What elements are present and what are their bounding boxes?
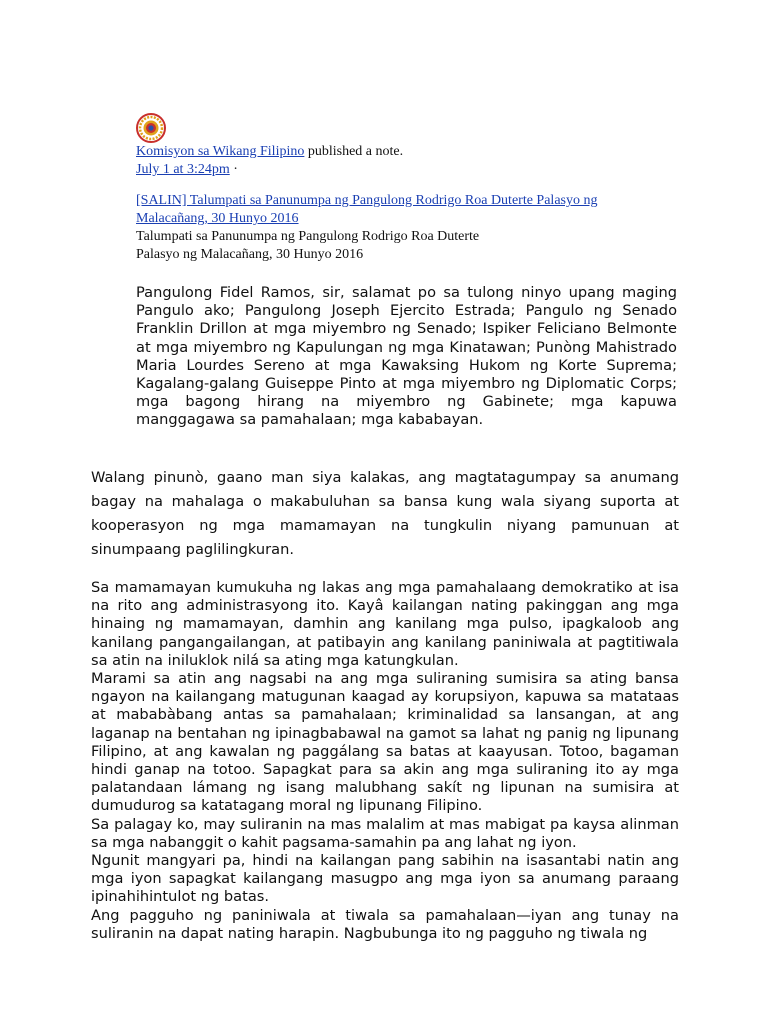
speech-body: [91, 466, 679, 943]
speech-paragraph: Ang pagguho ng paniniwala at tiwala sa pamahalaan—iyan ang tunay na suliranin na dapat nating harapin. Nagbubunga ito ng pagguho ng tiwala ng: [91, 906, 679, 942]
speech-paragraph: Marami sa atin ang nagsabi na ang mga suliraning sumisira sa ating bansa ngayon na kailangang matugunan kaagad ay korupsiyon, kapuwa sa matataas at mababàbang antas sa pamahalaan; kriminalidad sa lansangan, at ang laganap na bentahan ng ipinagbabawal na gamot sa lahat ng panig ng lipunang Filipino, at ang kawalan ng paggálang sa batas at kaayusan. Totoo, bagaman hindi ganap na totoo. Sapagkat para sa akin ang mga suliraning ito ay mga palatandaan lámang ng isang malubhang sakít ng lipunan na sumisira at dumudurog sa katatagang moral ng lipunang Filipino.: [91, 670, 679, 815]
speech-title: Talumpati sa Panunumpa ng Pangulong Rodrigo Roa Duterte: [136, 229, 480, 244]
post-date-suffix: ·: [229, 162, 238, 177]
post-date-line: [136, 161, 696, 179]
speech-paragraph: Ngunit mangyari pa, hindi na kailangan pang sabihin na isasantabi natin ang mga iyon sapagkat kailangang masugpo ang mga iyon sa anumang paraang ipinahihintulot ng batas.: [91, 852, 679, 906]
note-title-link[interactable]: [SALIN] Talumpati sa Panunumpa ng Pangulong Rodrigo Roa Duterte Palasyo ng Malacañang, 30 Hunyo 2016: [136, 193, 598, 226]
speech-paragraph: Walang pinunò, gaano man siya kalakas, ang magtatagumpay sa anumang bagay na mahalaga o makabuluhan sa bansa kung wala siyang suporta at kooperasyon ng mga mamamayan na tungkulin niyang pamunuan at sinumpaang paglilingkuran.: [91, 469, 679, 558]
speech-venue-date: Palasyo ng Malacañang, 30 Hunyo 2016: [136, 247, 364, 262]
kwf-seal-icon: [136, 113, 166, 143]
post-author-line: [136, 143, 696, 161]
post-date-link[interactable]: July 1 at 3:24pm: [136, 162, 230, 177]
speech-paragraph: Sa palagay ko, may suliranin na mas malalim at mas mabigat pa kaysa alinman sa mga nabanggit o kahit pagsama-samahin pa ang lahat ng iyon.: [91, 815, 679, 851]
speech-salutation: Pangulong Fidel Ramos, sir, salamat po sa tulong ninyo upang maging Pangulo ako; Pangulong Joseph Ejercito Estrada; Pangulo ng Senado Franklin Drillon at mga miyembro ng Senado; Ispiker Feliciano Belmonte at mga miyembro ng Kapulungan ng mga Kinatawan; Punòng Mahistrado Maria Lourdes Sereno at mga Kawaksing Hukom ng Korte Suprema; Kagalang-galang Guiseppe Pinto at mga miyembro ng Diplomatic Corps; mga bagong hirang na miyembro ng Gabinete; mga kapuwa manggagawa sa pamahalaan; mga kababayan.: [136, 284, 677, 429]
post-header: [136, 143, 696, 264]
author-link[interactable]: Komisyon sa Wikang Filipino: [136, 144, 305, 159]
speech-paragraph: Sa mamamayan kumukuha ng lakas ang mga pamahalaang demokratiko at isa na rito ang administrasyong ito. Kayâ kailangan nating pakinggan ang mga hinaing ng mamamayan, damhin ang kanilang mga pulso, ipagkaloob ang kanilang pangangailangan, at patibayin ang kanilang paniniwala at pagtitiwala sa atin na iniluklok nilá sa ating mga katungkulan.: [91, 579, 679, 669]
post-action-text: published a note.: [304, 144, 404, 159]
